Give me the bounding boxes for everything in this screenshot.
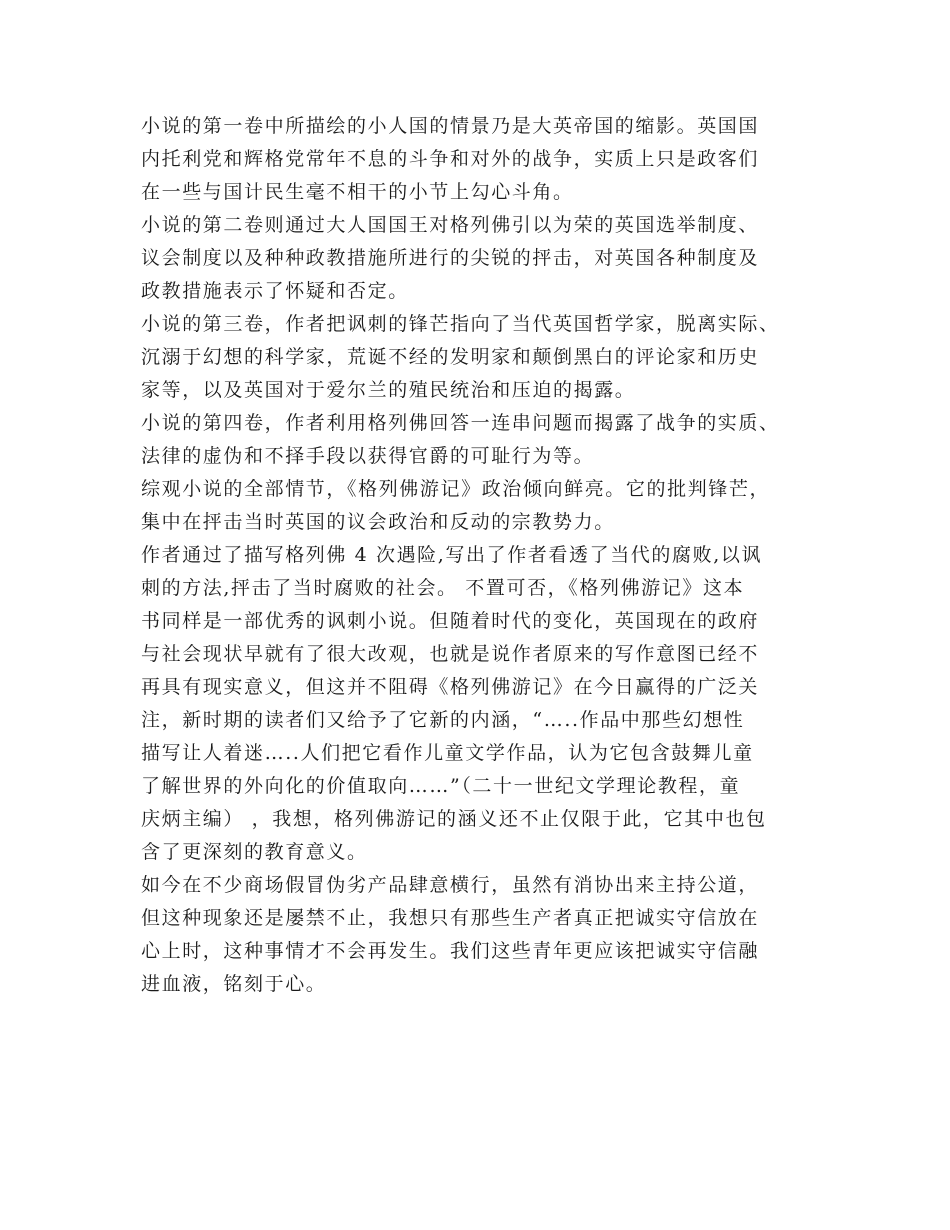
document-body bbox=[141, 110, 821, 1001]
text-line: 集中在抨击当时英国的议会政治和反动的宗教势力。 bbox=[141, 511, 615, 533]
text-line: 注，新时期的读者们又给予了它新的内涵，“…..作品中那些幻想性 bbox=[141, 709, 745, 731]
text-line: 议会制度以及种种政教措施所进行的尖锐的抨击，对英国各种制度及 bbox=[141, 247, 760, 269]
text-line: 如今在不少商场假冒伪劣产品肆意横行，虽然有消协出来主持公道， bbox=[141, 874, 760, 896]
text-line: 沉溺于幻想的科学家，荒诞不经的发明家和颠倒黑白的评论家和历史 bbox=[141, 346, 760, 368]
paragraph-2 bbox=[141, 209, 821, 308]
paragraph-7 bbox=[141, 869, 821, 1001]
paragraph-1 bbox=[141, 110, 821, 209]
text-line: 了解世界的外向化的价值取向……”（二十一世纪文学理论教程，童 bbox=[141, 775, 741, 797]
text-line: 家等，以及英国对于爱尔兰的殖民统治和压迫的揭露。 bbox=[141, 379, 636, 401]
text-line: 再具有现实意义，但这并不阻碍《格列佛游记》在今日赢得的广泛关 bbox=[141, 676, 760, 698]
text-line: 法律的虚伪和不择手段以获得官爵的可耻行为等。 bbox=[141, 445, 595, 467]
paragraph-5 bbox=[141, 473, 821, 539]
text-line: 进血液，铭刻于心。 bbox=[141, 973, 327, 995]
text-line: 书同样是一部优秀的讽刺小说。但随着时代的变化，英国现在的政府 bbox=[141, 610, 760, 632]
text-line: 内托利党和辉格党常年不息的斗争和对外的战争，实质上只是政客们 bbox=[141, 148, 760, 170]
text-line: 刺的方法,抨击了当时腐败的社会。 不置可否，《格列佛游记》这本 bbox=[141, 577, 745, 599]
text-line: 小说的第三卷，作者把讽刺的锋芒指向了当代英国哲学家，脱离实际、 bbox=[141, 313, 780, 335]
text-line: 政教措施表示了怀疑和否定。 bbox=[141, 280, 409, 302]
text-line: 小说的第一卷中所描绘的小人国的情景乃是大英帝国的缩影。英国国 bbox=[141, 115, 760, 137]
text-line: 但这种现象还是屡禁不止，我想只有那些生产者真正把诚实守信放在 bbox=[141, 907, 760, 929]
paragraph-4 bbox=[141, 407, 821, 473]
text-line: 综观小说的全部情节，《格列佛游记》政治倾向鲜亮。它的批判锋芒， bbox=[141, 478, 771, 500]
text-line: 小说的第二卷则通过大人国国王对格列佛引以为荣的英国选举制度、 bbox=[141, 214, 760, 236]
paragraph-3 bbox=[141, 308, 821, 407]
text-line: 含了更深刻的教育意义。 bbox=[141, 841, 368, 863]
paragraph-6 bbox=[141, 539, 821, 869]
text-line: 庆炳主编） ，我想，格列佛游记的涵义还不止仅限于此，它其中也包 bbox=[141, 808, 767, 830]
text-line: 心上时，这种事情才不会再发生。我们这些青年更应该把诚实守信融 bbox=[141, 940, 760, 962]
text-line: 作者通过了描写格列佛 4 次遇险,写出了作者看透了当代的腐败,以讽 bbox=[141, 544, 763, 566]
text-line: 小说的第四卷，作者利用格列佛回答一连串问题而揭露了战争的实质、 bbox=[141, 412, 780, 434]
text-line: 在一些与国计民生毫不相干的小节上勾心斗角。 bbox=[141, 181, 574, 203]
text-line: 与社会现状早就有了很大改观，也就是说作者原来的写作意图已经不 bbox=[141, 643, 760, 665]
text-line: 描写让人着迷…..人们把它看作儿童文学作品，认为它包含鼓舞儿童 bbox=[141, 742, 754, 764]
